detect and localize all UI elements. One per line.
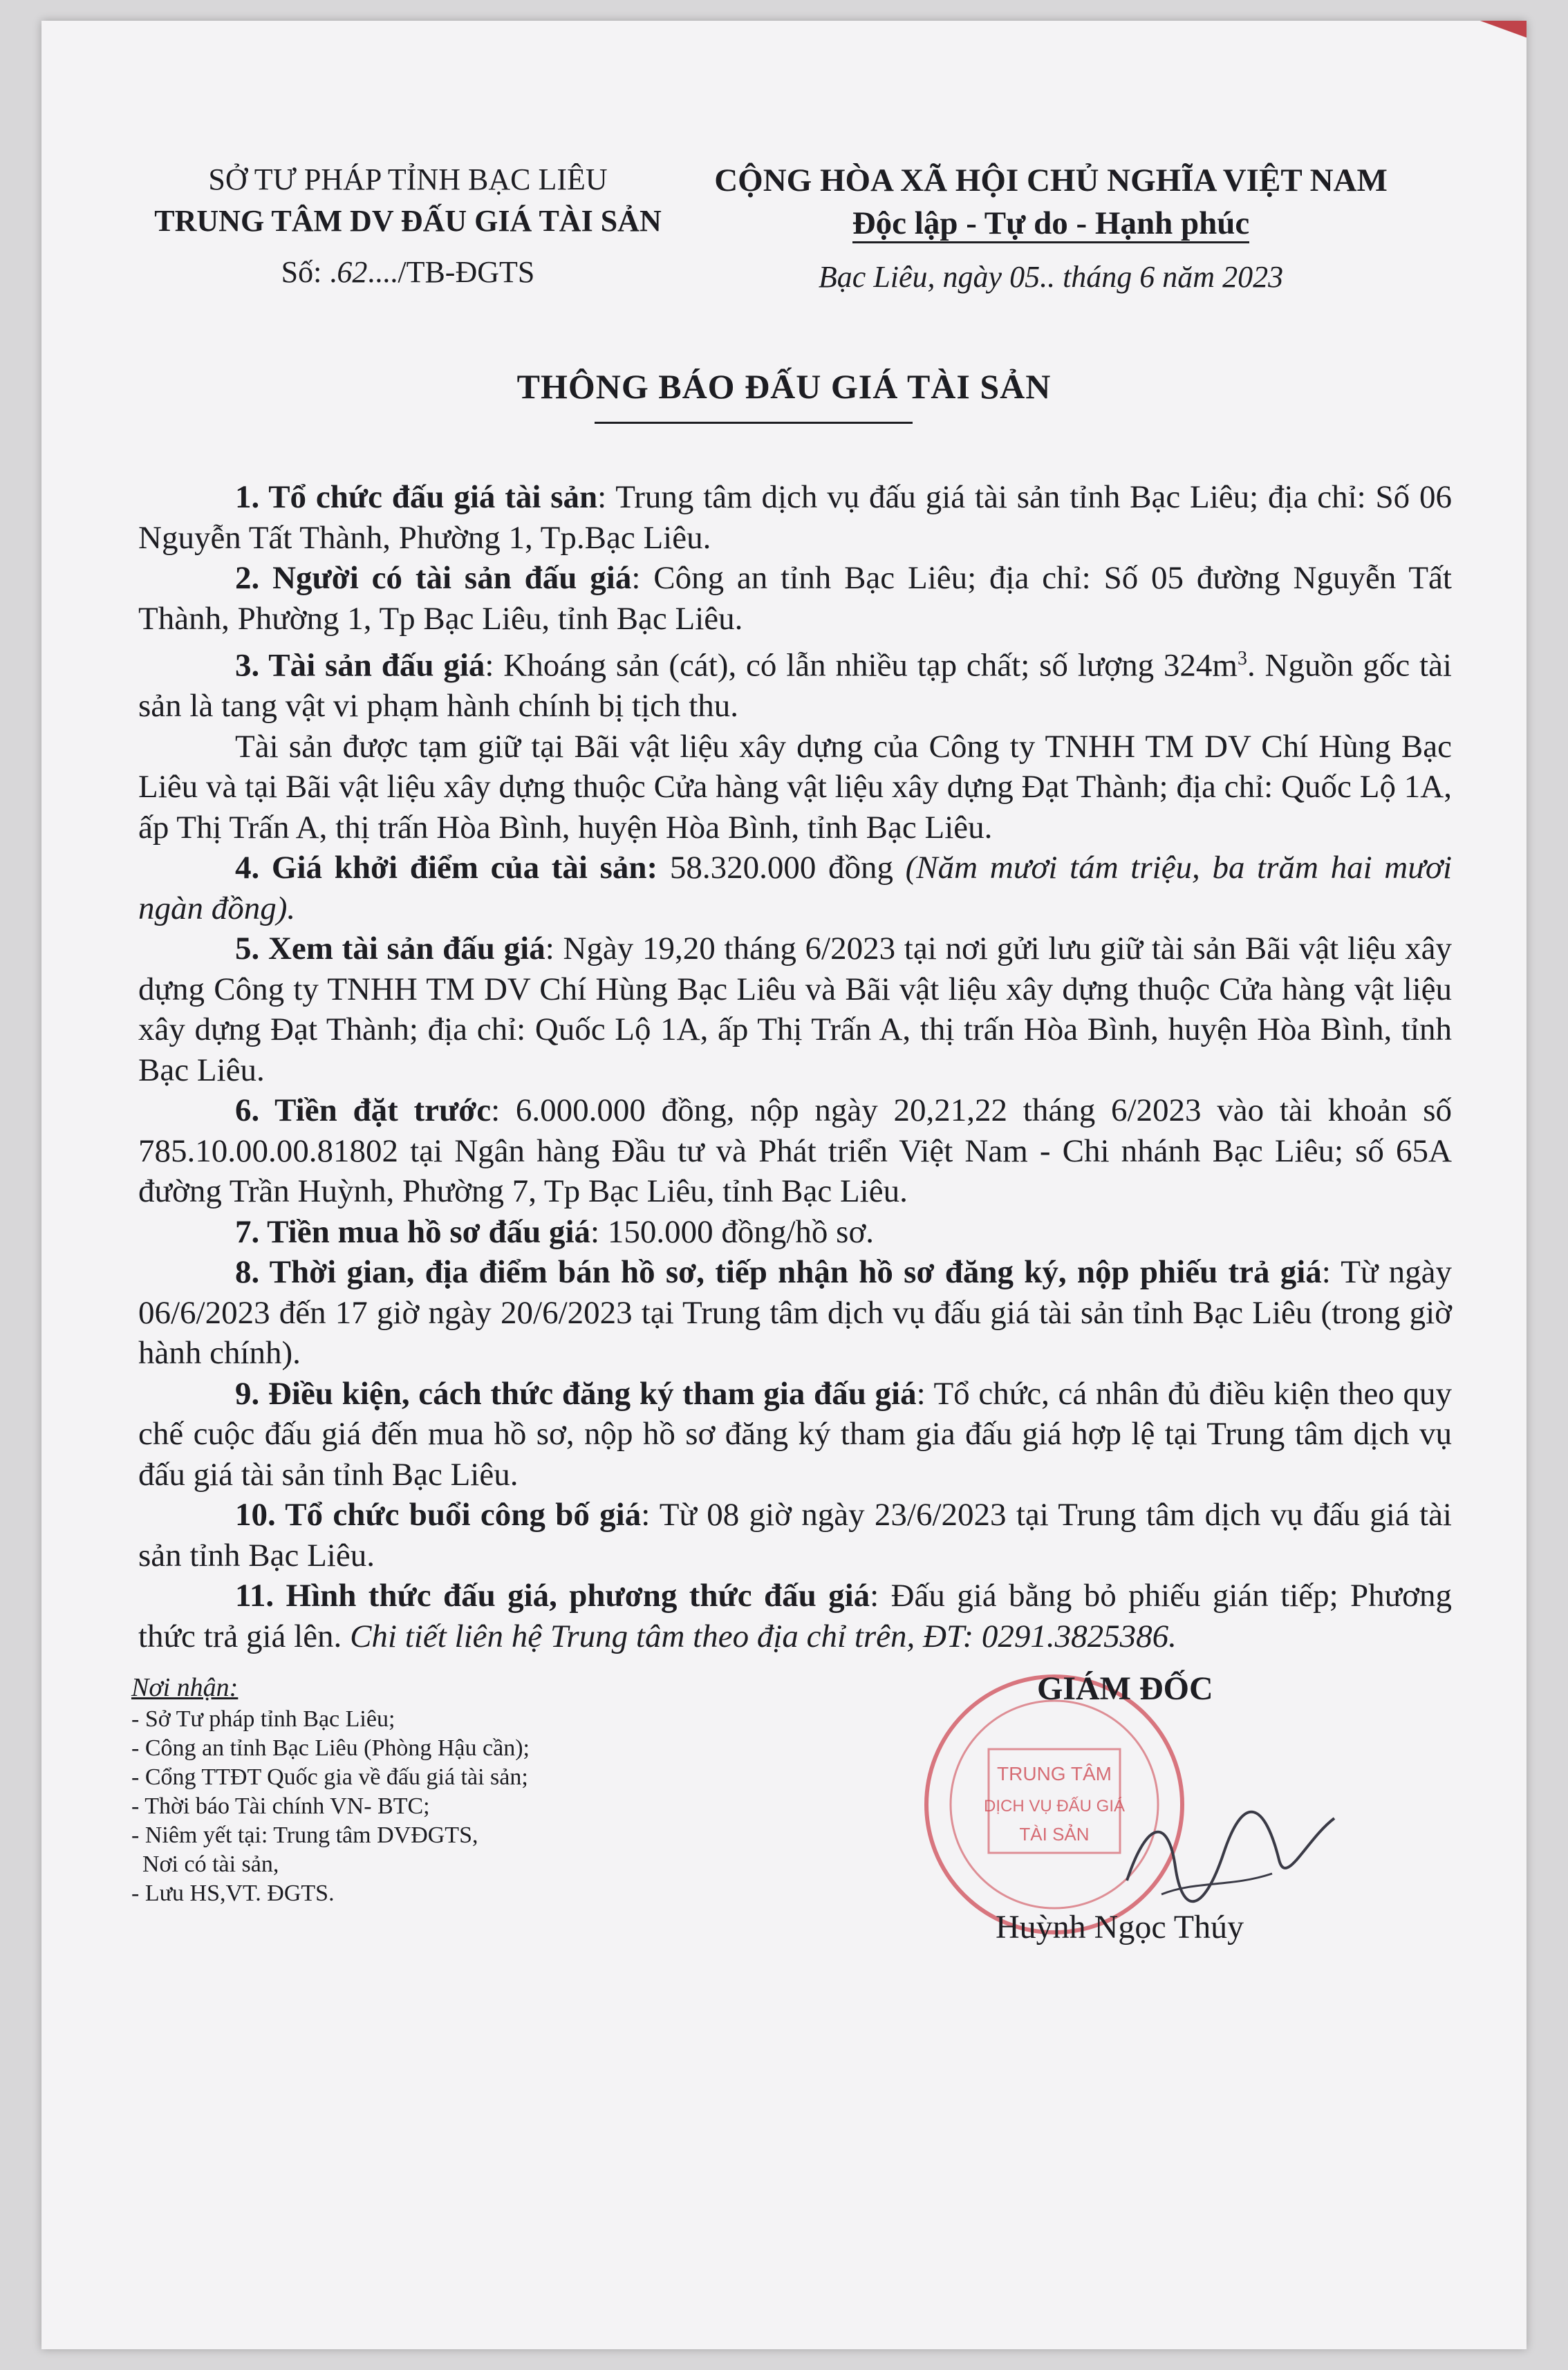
red-corner-mark	[1450, 21, 1527, 48]
item-10-label: 10. Tổ chức buổi công bố giá	[235, 1497, 642, 1533]
item-10	[138, 1495, 1452, 1576]
item-11	[138, 1576, 1452, 1657]
item-2-label: 2. Người có tài sản đấu giá	[235, 560, 632, 596]
item-1-text: : Trung tâm dịch vụ đấu giá tài sản tỉnh Bạc Liêu; địa chỉ: Số 06 Nguyễn Tất Thành, Phường 1, Tp.Bạc Liêu.	[138, 479, 1452, 556]
item-3	[138, 639, 1452, 727]
document-number	[138, 252, 678, 293]
issue-date	[705, 256, 1397, 299]
item-6	[138, 1090, 1452, 1212]
item-3-text-a: : Khoáng sản (cát), có lẫn nhiều tạp chất; số lượng 324m	[485, 647, 1238, 684]
date-day: 05	[1009, 260, 1040, 294]
recipients-heading: Nơi nhận:	[131, 1673, 239, 1702]
doc-no-handwritten: 62	[337, 255, 368, 289]
stamp-line-1: TRUNG TÂM	[997, 1763, 1112, 1784]
recipient-item: - Niêm yết tại: Trung tâm DVĐGTS,	[131, 1822, 478, 1848]
item-1-label: 1. Tổ chức đấu giá tài sản	[235, 479, 598, 515]
item-3-paragraph-2: Tài sản được tạm giữ tại Bãi vật liệu xây dựng của Công ty TNHH TM DV Chí Hùng Bạc Liêu và tại Bãi vật liệu xây dựng thuộc Cửa hàng vật liệu xây dựng Đạt Thành; địa chỉ: Quốc Lộ 1A, ấp Thị Trấn A, thị trấn Hòa Bình, huyện Hòa Bình, tỉnh Bạc Liêu.	[138, 728, 1452, 846]
national-title: CỘNG HÒA XÃ HỘI CHỦ NGHĨA VIỆT NAM	[714, 162, 1388, 198]
recipient-item: - Lưu HS,VT. ĐGTS.	[131, 1881, 335, 1906]
recipient-item: - Thời báo Tài chính VN- BTC;	[131, 1793, 430, 1819]
agency-line-2: TRUNG TÂM DV ĐẤU GIÁ TÀI SẢN	[154, 204, 662, 238]
item-9	[138, 1374, 1452, 1495]
item-4-italic: (Năm mươi tám triệu, ba trăm hai mươi ngàn đồng).	[138, 850, 1453, 926]
item-5-text: : Ngày 19,20 tháng 6/2023 tại nơi gửi lưu giữ tài sản Bãi vật liệu xây dựng Công ty TNHH TM DV Chí Hùng Bạc Liêu và Bãi vật liệu xây dựng thuộc Cửa hàng vật liệu xây dựng Đạt Thành; địa chỉ: Quốc Lộ 1A, ấp Thị Trấn A, thị trấn Hòa Bình, huyện Hòa Bình, tỉnh Bạc Liêu.	[138, 931, 1452, 1088]
item-2	[138, 558, 1452, 639]
item-8-label: 8. Thời gian, địa điểm bán hồ sơ, tiếp nhận hồ sơ đăng ký, nộp phiếu trả giá	[235, 1254, 1322, 1291]
item-3-label: 3. Tài sản đấu giá	[235, 647, 485, 684]
item-4-label: 4. Giá khởi điểm của tài sản:	[235, 850, 658, 886]
national-motto: Độc lập - Tự do - Hạnh phúc	[852, 205, 1250, 243]
item-6-label: 6. Tiền đặt trước	[235, 1092, 492, 1129]
item-10-text: : Từ 08 giờ ngày 23/6/2023 tại Trung tâm dịch vụ đấu giá tài sản tỉnh Bạc Liêu.	[138, 1497, 1452, 1574]
item-1	[138, 477, 1452, 558]
item-7-label: 7. Tiền mua hồ sơ đấu giá	[235, 1213, 591, 1250]
notice-body	[138, 477, 1452, 1657]
recipient-item: Nơi có tài sản,	[142, 1851, 279, 1877]
item-7-text: : 150.000 đồng/hồ sơ.	[590, 1213, 875, 1250]
signatory-name: Huỳnh Ngọc Thúy	[996, 1909, 1244, 1946]
agency-header	[138, 159, 678, 293]
item-7	[138, 1212, 1452, 1253]
doc-no-suffix: ..../TB-ĐGTS	[367, 255, 535, 289]
item-8	[138, 1252, 1452, 1374]
agency-line-1: SỞ TƯ PHÁP TỈNH BẠC LIÊU	[208, 162, 608, 196]
recipient-item: - Cổng TTĐT Quốc gia về đấu giá tài sản;	[131, 1764, 528, 1790]
item-11-italic: Chi tiết liên hệ Trung tâm theo địa chỉ trên, ĐT: 0291.3825386.	[350, 1618, 1177, 1654]
item-3-text-b: . Nguồn gốc tài sản là tang vật vi phạm hành chính bị tịch thu.	[138, 647, 1452, 725]
stamp-line-3: TÀI SẢN	[1019, 1824, 1090, 1845]
stamp-line-2: DỊCH VỤ ĐẤU GIÁ	[983, 1797, 1126, 1816]
item-6-text: : 6.000.000 đồng, nộp ngày 20,21,22 tháng 6/2023 vào tài khoản số 785.10.00.00.81802 tại Ngân hàng Đầu tư và Phát triển Việt Nam - Chi nhánh Bạc Liêu; số 65A đường Trần Huỳnh, Phường 7, Tp Bạc Liêu, tỉnh Bạc Liêu.	[138, 1092, 1452, 1210]
item-8-text: : Từ ngày 06/6/2023 đến 17 giờ ngày 20/6/2023 tại Trung tâm dịch vụ đấu giá tài sản tỉnh Bạc Liêu (trong giờ hành chính).	[138, 1254, 1452, 1372]
item-5	[138, 929, 1452, 1090]
recipient-item: - Công an tỉnh Bạc Liêu (Phòng Hậu cần);	[131, 1735, 530, 1761]
signatory-title: GIÁM ĐỐC	[1037, 1670, 1213, 1707]
recipients-block	[131, 1673, 754, 1908]
handwritten-signature	[1120, 1777, 1341, 1929]
item-3-superscript: 3	[1237, 648, 1247, 669]
item-5-label: 5. Xem tài sản đấu giá	[235, 931, 545, 967]
recipient-item: - Sở Tư pháp tỉnh Bạc Liêu;	[131, 1706, 395, 1732]
item-11-text: : Đấu giá bằng bỏ phiếu gián tiếp; Phương thức trả giá lên.	[138, 1578, 1452, 1654]
date-suffix: .. tháng 6 năm 2023	[1040, 260, 1284, 294]
item-4-text: 58.320.000 đồng	[657, 850, 906, 886]
item-9-label: 9. Điều kiện, cách thức đăng ký tham gia đấu giá	[235, 1375, 917, 1412]
doc-no-prefix: Số: .	[281, 255, 337, 289]
item-4	[138, 848, 1452, 929]
item-9-text: : Tổ chức, cá nhân đủ điều kiện theo quy chế cuộc đấu giá đến mua hồ sơ, nộp hồ sơ đăng ký tham gia đấu giá hợp lệ tại Trung tâm dịch vụ đấu giá tài sản tỉnh Bạc Liêu.	[138, 1375, 1452, 1493]
item-2-text: : Công an tỉnh Bạc Liêu; địa chỉ: Số 05 đường Nguyễn Tất Thành, Phường 1, Tp Bạc Liêu, tỉnh Bạc Liêu.	[138, 560, 1452, 637]
title-underline	[595, 422, 913, 424]
item-11-label: 11. Hình thức đấu giá, phương thức đấu giá	[235, 1578, 870, 1614]
national-header	[705, 159, 1397, 299]
document-page	[41, 21, 1527, 2349]
date-prefix: Bạc Liêu, ngày	[818, 260, 1002, 294]
document-title: THÔNG BÁO ĐẤU GIÁ TÀI SẢN	[516, 367, 1052, 406]
